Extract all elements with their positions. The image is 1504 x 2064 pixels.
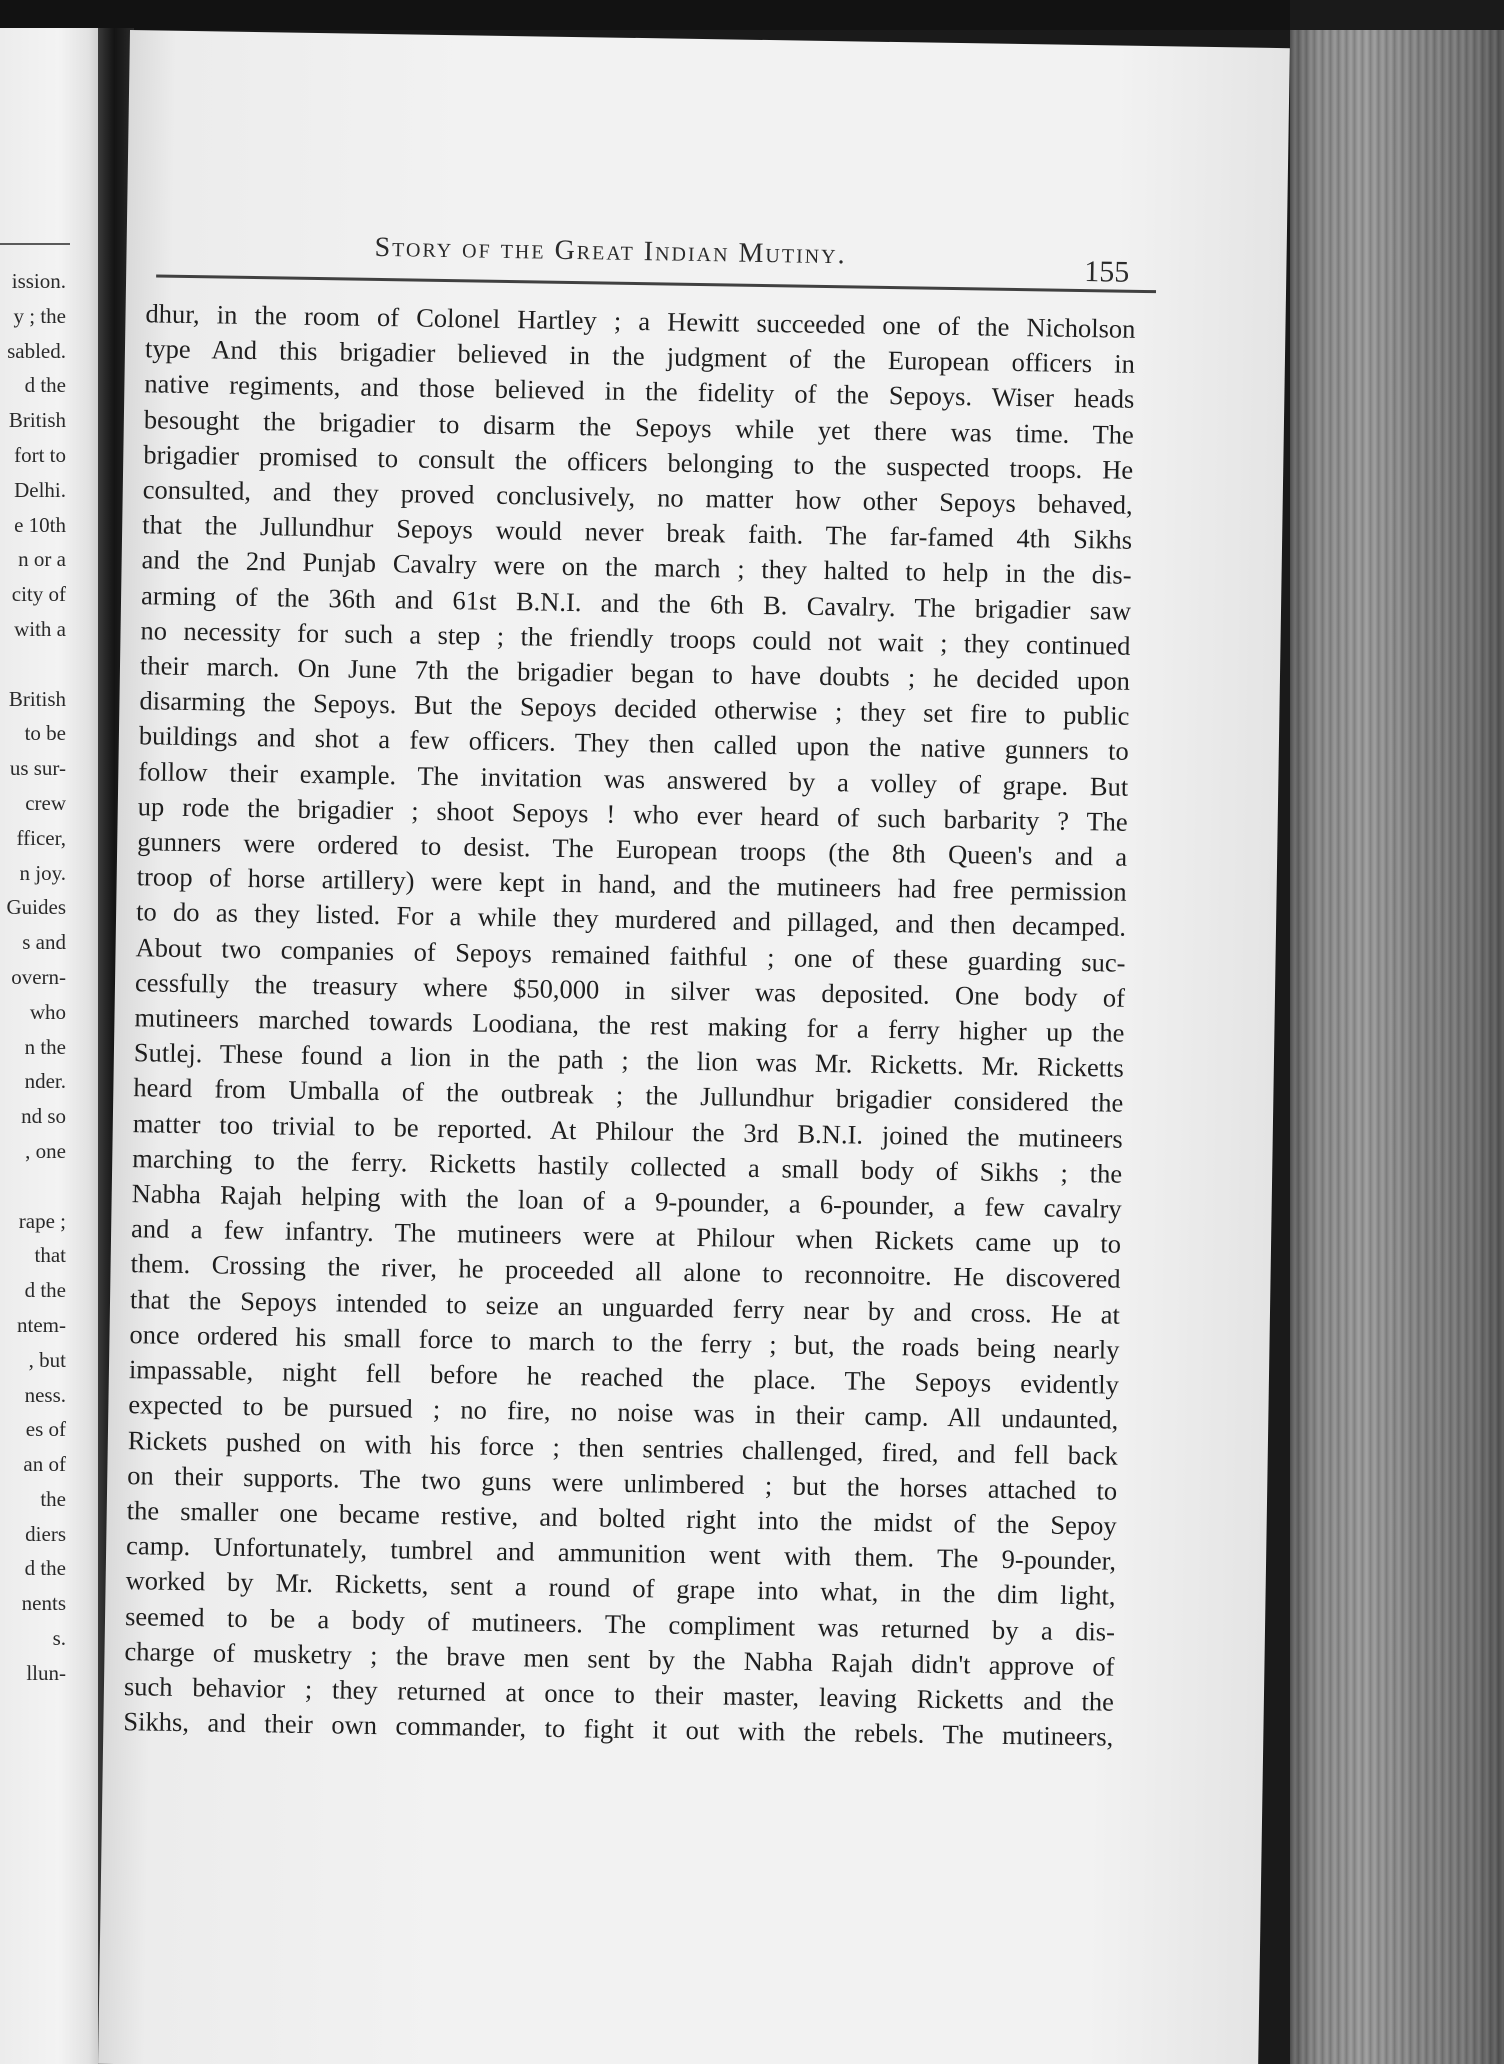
text-line: and the 2nd Punjab Cavalry were on the march ; they halted to help in the dis-: [141, 544, 1132, 591]
previous-page-line-fragment: Guides: [6, 895, 66, 920]
previous-page-line-fragment: Delhi.: [14, 477, 66, 502]
previous-page-line-fragment: crew: [25, 790, 66, 815]
page-number: 155: [1084, 255, 1130, 289]
text-line: brigadier promised to consult the officers belonging to the suspected troops. He: [143, 439, 1134, 485]
text-line: type And this brigadier believed in the judgment of the European officers in: [144, 333, 1136, 380]
previous-page-line-fragment: d the: [24, 1556, 66, 1581]
text-line: that the Jullundhur Sepoys would never break faith. The far-famed 4th Sikhs: [141, 509, 1133, 556]
text-line: worked by Mr. Ricketts, sent a round of grape into what, in the dim light,: [125, 1565, 1116, 1611]
body-text: [123, 296, 1136, 1755]
previous-page-line-fragment: overn-: [11, 964, 66, 989]
page-155: [98, 30, 1290, 2064]
text-line: follow their example. The invitation was answered by a volley of grape. But: [138, 755, 1129, 802]
text-line: Nabha Rajah helping with the loan of a 9-pounder, a 6-pounder, a few cavalry: [131, 1178, 1122, 1224]
previous-page-line-fragment: British: [8, 408, 66, 433]
previous-page-line-fragment: d the: [24, 373, 66, 398]
previous-page-line-fragment: s.: [52, 1626, 66, 1651]
text-line: native regiments, and those believed in the fidelity of the Sepoys. Wiser heads: [144, 368, 1135, 415]
text-line: such behavior ; they returned at once to their master, leaving Ricketts and the: [123, 1671, 1115, 1717]
previous-page-line-fragment: diers: [25, 1521, 66, 1546]
previous-page-text-fragments: [7, 264, 67, 1691]
previous-page-line-fragment: the: [40, 1486, 66, 1511]
previous-page-line-fragment: nder.: [24, 1069, 66, 1094]
previous-page-line-fragment: nd so: [21, 1104, 66, 1129]
previous-page-line-fragment: to be: [24, 721, 66, 746]
text-line: seemed to be a body of mutineers. The compliment was returned by a dis-: [124, 1600, 1116, 1647]
previous-page-line-fragment: ntem-: [17, 1312, 66, 1337]
text-line: arming of the 36th and 61st B.N.I. and the 6th B. Cavalry. The brigadier saw: [140, 579, 1132, 626]
text-line: Sikhs, and their own commander, to fight it out with the rebels. The mutineers,: [123, 1706, 1114, 1752]
previous-page-line-fragment: y ; the: [13, 303, 66, 328]
previous-page-line-fragment: us sur-: [9, 756, 66, 781]
text-line: and a few infantry. The mutineers were at Philour when Rickets came up to: [130, 1213, 1122, 1259]
previous-page-line-fragment: n joy.: [19, 860, 66, 885]
text-line: mutineers marched towards Loodiana, the rest making for a ferry higher up the: [134, 1002, 1125, 1048]
text-line: them. Crossing the river, he proceeded all alone to reconnoitre. He discovered: [130, 1248, 1121, 1295]
previous-page-head-rule: [0, 243, 70, 245]
previous-page-line-fragment: city of: [11, 582, 66, 607]
previous-page-line-fragment: ness.: [24, 1382, 66, 1407]
text-line: gunners were ordered to desist. The European troops (the 8th Queen's and a: [137, 826, 1128, 872]
text-line: troop of horse artillery) were kept in hand, and the mutineers had free permission: [136, 861, 1127, 908]
text-line: marching to the ferry. Ricketts hastily collected a small body of Sikhs ; the: [132, 1143, 1123, 1189]
previous-page-line-fragment: [7, 647, 67, 682]
text-line: no necessity for such a step ; the friendly troops could not wait ; they continued: [140, 615, 1131, 661]
previous-page-line-fragment: rape ;: [18, 1208, 66, 1233]
previous-page-line-fragment: n or a: [18, 547, 66, 572]
text-line: charge of musketry ; the brave men sent by the Nabha Rajah didn't approve of: [124, 1635, 1115, 1682]
text-line: their march. On June 7th the brigadier began to have doubts ; he decided upon: [139, 650, 1131, 696]
text-line: expected to be pursued ; no fire, no noise was in their camp. All undaunted,: [128, 1389, 1119, 1435]
text-line: once ordered his small force to march to the ferry ; but, the roads being nearly: [129, 1319, 1120, 1365]
previous-page-line-fragment: , one: [25, 1138, 66, 1163]
previous-page-line-fragment: sabled.: [7, 338, 66, 363]
text-line: cessfully the treasury where $50,000 in silver was deposited. One body of: [134, 967, 1126, 1013]
text-line: to do as they listed. For a while they murdered and pillaged, and then decamped.: [135, 896, 1127, 943]
running-head-rule: [156, 274, 1156, 293]
previous-page-line-fragment: d the: [24, 1278, 66, 1303]
text-line: camp. Unfortunately, tumbrel and ammunition went with them. The 9-pounder,: [125, 1530, 1117, 1576]
previous-page-line-fragment: who: [29, 999, 66, 1024]
text-line: dhur, in the room of Colonel Hartley ; a Hewitt succeeded one of the Nicholson: [145, 298, 1136, 344]
previous-page-line-fragment: ission.: [11, 269, 66, 293]
text-line: Rickets pushed on with his force ; then sentries challenged, fired, and fell back: [127, 1424, 1118, 1471]
text-line: up rode the brigadier ; shoot Sepoys ! who ever heard of such barbarity ? The: [137, 791, 1128, 837]
text-line: the smaller one became restive, and bolted right into the midst of the Sepoy: [126, 1495, 1117, 1541]
previous-page-line-fragment: llun-: [26, 1660, 66, 1685]
text-line: heard from Umballa of the outbreak ; the Jullundhur brigadier considered the: [133, 1072, 1124, 1119]
text-line: that the Sepoys intended to seize an unguarded ferry near by and cross. He at: [129, 1283, 1121, 1330]
previous-page-line-fragment: n the: [24, 1034, 66, 1059]
book-fore-edge: [1290, 30, 1504, 2064]
previous-page-line-fragment: British: [8, 686, 66, 711]
previous-page-line-fragment: fficer,: [16, 825, 66, 850]
text-line: About two companies of Sepoys remained faithful ; one of these guarding suc-: [135, 931, 1126, 978]
text-line: consulted, and they proved conclusively, no matter how other Sepoys behaved,: [142, 474, 1133, 520]
text-line: buildings and shot a few officers. They then called upon the native gunners to: [138, 720, 1130, 767]
previous-page-line-fragment: that: [34, 1243, 66, 1268]
text-line: on their supports. The two guns were unlimbered ; but the horses attached to: [127, 1459, 1118, 1506]
text-line: impassable, night fell before he reached the place. The Sepoys evidently: [128, 1354, 1120, 1400]
scan-top-border: [0, 0, 1504, 30]
previous-page-line-fragment: fort to: [14, 442, 66, 467]
text-line: disarming the Sepoys. But the Sepoys decided otherwise ; they set fire to public: [139, 685, 1130, 732]
text-line: Sutlej. These found a lion in the path ; the lion was Mr. Ricketts. Mr. Ricketts: [133, 1037, 1125, 1084]
previous-page-line-fragment: e 10th: [14, 512, 66, 537]
previous-page: [0, 28, 98, 2064]
previous-page-line-fragment: es of: [25, 1417, 66, 1442]
text-line: besought the brigadier to disarm the Sepoys while yet there was time. The: [143, 403, 1135, 450]
previous-page-line-fragment: s and: [22, 930, 66, 955]
previous-page-line-fragment: [7, 1169, 67, 1204]
previous-page-line-fragment: nents: [21, 1591, 66, 1616]
text-line: matter too trivial to be reported. At Philour the 3rd B.N.I. joined the mutineers: [132, 1107, 1123, 1154]
previous-page-line-fragment: , but: [28, 1347, 66, 1372]
previous-page-line-fragment: an of: [23, 1452, 66, 1477]
running-head: Story of the Great Indian Mutiny.: [374, 231, 847, 271]
previous-page-line-fragment: with a: [14, 616, 66, 641]
